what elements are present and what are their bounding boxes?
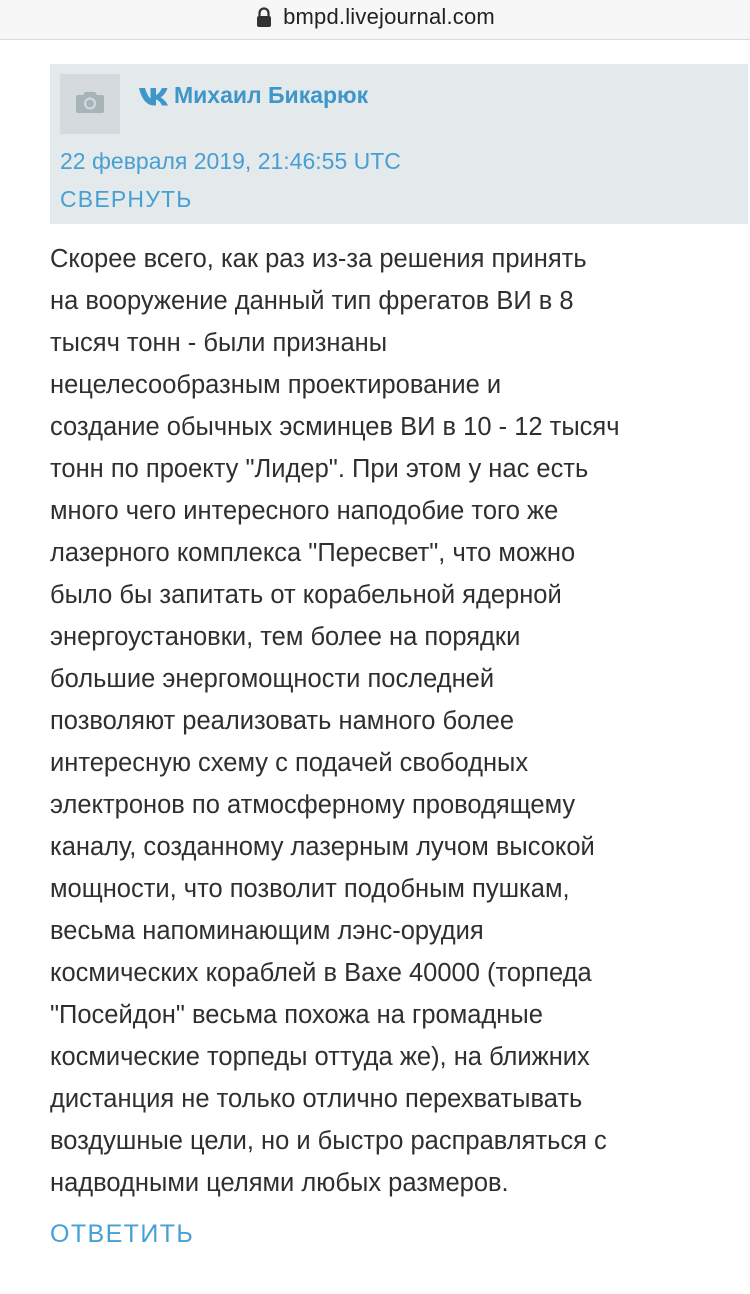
vk-icon (138, 85, 172, 107)
comment-body-line: воздушные цели, но и быстро расправляться с (50, 1127, 607, 1155)
comment-body-line: энергоустановки, тем более на порядки (50, 623, 521, 651)
comment-body-line: Скорее всего, как раз из-за решения принять (50, 245, 587, 273)
comment-body-line: космические торпеды оттуда же), на ближних (50, 1043, 590, 1071)
avatar[interactable] (60, 74, 120, 134)
collapse-link[interactable]: СВЕРНУТЬ (60, 186, 193, 212)
comment-body-line: много чего интересного наподобие того же (50, 497, 559, 525)
comment-author[interactable] (138, 82, 368, 109)
comment-body-line: нецелесообразным проектирование и (50, 371, 502, 399)
comment-body-line: дистанция не только отлично перехватывать (50, 1085, 583, 1113)
comment-body-line: тысяч тонн - были признаны (50, 329, 388, 357)
lock-icon (255, 7, 273, 27)
comment-body-line: весьма напоминающим лэнс-орудия (50, 917, 484, 945)
comment-body-line: лазерного комплекса "Пересвет", что можно (50, 539, 576, 567)
comment-body (50, 238, 740, 1204)
comment-body-line: тонн по проекту "Лидер". При этом у нас есть (50, 455, 589, 483)
comment-body-line: мощности, что позволит подобным пушкам, (50, 875, 570, 903)
camera-icon (75, 90, 105, 119)
comment-body-line: создание обычных эсминцев ВИ в 10 - 12 тысяч (50, 413, 620, 441)
browser-url-text: bmpd.livejournal.com (283, 3, 495, 29)
comment-body-line: интересную схему с подачей свободных (50, 749, 529, 777)
comment-body-line: позволяют реализовать намного более (50, 707, 515, 735)
comment-body-line: надводными целями любых размеров. (50, 1169, 509, 1197)
comment-body-line: космических кораблей в Вахе 40000 (торпеда (50, 959, 592, 987)
browser-url-bar[interactable] (0, 0, 750, 40)
author-name: Михаил Бикарюк (174, 82, 369, 108)
comment-body-line: каналу, созданному лазерным лучом высокой (50, 833, 595, 861)
comment-date[interactable]: 22 февраля 2019, 21:46:55 UTC (60, 148, 401, 174)
comment-body-line: большие энергомощности последней (50, 665, 495, 693)
comment-header (50, 64, 748, 224)
comment-body-line: было бы запитать от корабельной ядерной (50, 581, 562, 609)
comment-body-line: "Посейдон" весьма похожа на громадные (50, 1001, 543, 1029)
comment-body-line: на вооружение данный тип фрегатов ВИ в 8 (50, 287, 574, 315)
comment-body-line: электронов по атмосферному проводящему (50, 791, 576, 819)
reply-link[interactable]: ОТВЕТИТЬ (50, 1220, 195, 1248)
